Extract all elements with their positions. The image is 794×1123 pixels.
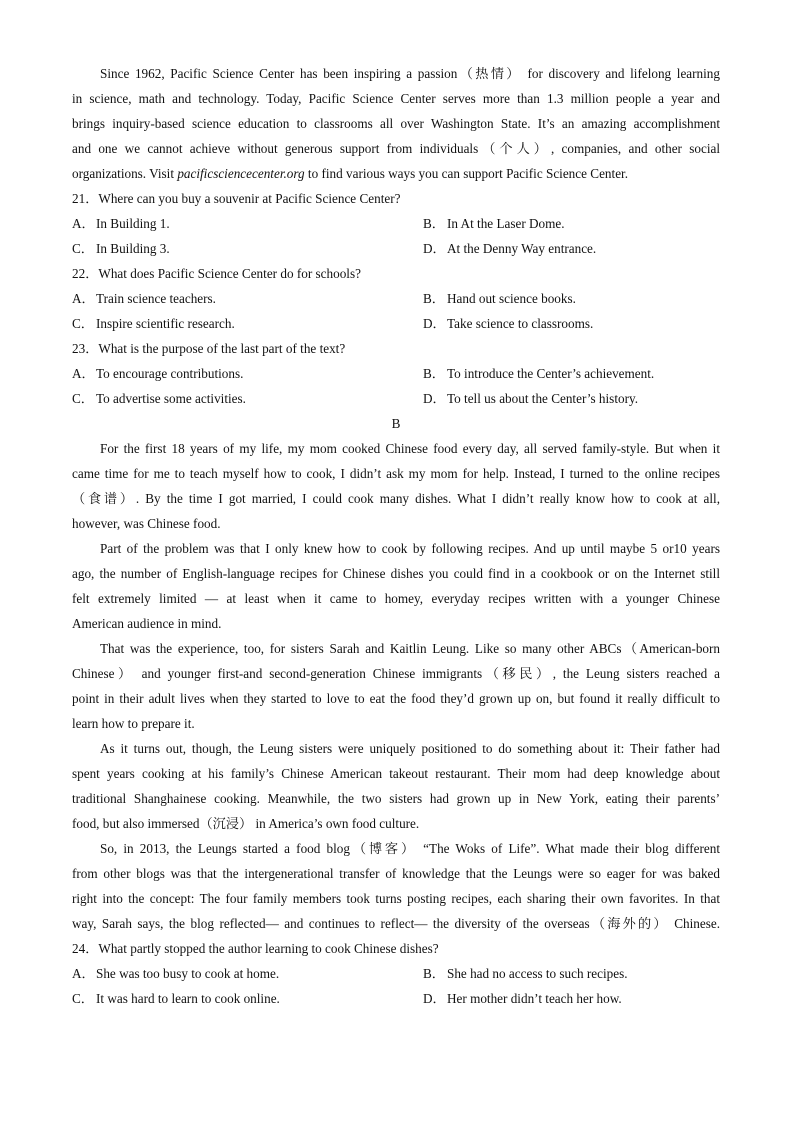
passage-b-line: traditional Shanghainese cooking. Meanwhile, the two sisters had grown up in New York, eating their parents’ [72,791,720,806]
question-24 [72,936,720,1011]
passage-b-line: felt extremely limited — at least when it came to homey, everyday recipes written with a younger Chinese [72,591,720,606]
option-text: At the Denny Way entrance. [447,241,597,256]
option-label: D． [423,241,446,256]
question-21 [72,186,720,261]
option-text: In At the Laser Dome. [447,216,565,231]
option-text: Train science teachers. [96,291,216,306]
option-text: Her mother didn’t teach her how. [447,991,622,1006]
option-text: Hand out science books. [447,291,576,306]
option-text: She was too busy to cook at home. [96,966,280,981]
option-c[interactable] [72,386,423,411]
passage-b-line: ago, the number of English-language recipes for Chinese dishes you could find in a cookbook or on the Internet still [72,566,720,581]
option-d[interactable] [423,986,720,1011]
passage-b-line: Chinese） and younger first-and second-generation Chinese immigrants（移民）, the Leung sisters reached a [72,666,720,681]
option-text: Take science to classrooms. [447,316,594,331]
option-b[interactable] [423,361,720,386]
option-b[interactable] [423,961,720,986]
option-d[interactable] [423,236,720,261]
option-label: A． [72,291,95,306]
passage-b-line: way, Sarah says, the blog reflected— and continues to reflect— the diversity of the overseas（海外的） Chinese. [72,916,720,931]
question-stem: 23．What is the purpose of the last part of the text? [72,341,346,356]
option-a[interactable] [72,361,423,386]
passage-b-line: right into the concept: The four family members took turns posting recipes, each sharing their own favorites. In that [72,891,720,906]
passage-b-line: spent years cooking at his family’s Chinese American takeout restaurant. Their mom had deep knowledge about [72,766,720,781]
question-stem: 21．Where can you buy a souvenir at Pacific Science Center? [72,191,401,206]
option-label: C． [72,991,94,1006]
option-label: A． [72,366,95,381]
option-a[interactable] [72,211,423,236]
question-stem: 22．What does Pacific Science Center do for schools? [72,266,361,281]
option-text: To introduce the Center’s achievement. [447,366,655,381]
option-c[interactable] [72,236,423,261]
passage-b-line: For the first 18 years of my life, my mom cooked Chinese food every day, all served family-style. But when it [100,441,720,456]
option-text: She had no access to such recipes. [447,966,628,981]
option-text: To tell us about the Center’s history. [447,391,638,406]
question-22 [72,261,720,336]
option-text: It was hard to learn to cook online. [96,991,280,1006]
passage-a-text: to find various ways you can support Pacific Science Center. [304,166,629,181]
option-label: D． [423,391,446,406]
option-c[interactable] [72,986,423,1011]
passage-b-line: American audience in mind. [72,616,222,631]
website-url: pacificsciencecenter.org [177,166,305,181]
passage-b [72,436,720,936]
option-text: Inspire scientific research. [96,316,235,331]
passage-b-line: Part of the problem was that I only knew how to cook by following recipes. And up until maybe 5 or10 years [100,541,720,556]
option-label: B． [423,291,445,306]
option-a[interactable] [72,286,423,311]
option-label: C． [72,316,94,331]
passage-b-line: That was the experience, too, for sisters Sarah and Kaitlin Leung. Like so many other ABCs（American-born [100,641,720,656]
exam-page [72,61,720,1011]
option-text: In Building 1. [96,216,170,231]
option-d[interactable] [423,311,720,336]
option-label: B． [423,966,445,981]
passage-b-line: learn how to prepare it. [72,716,195,731]
option-b[interactable] [423,211,720,236]
passage-a [72,61,720,186]
passage-b-line: So, in 2013, the Leungs started a food blog（博客） “The Woks of Life”. What made their blog different [100,841,720,856]
option-text: To encourage contributions. [96,366,244,381]
option-d[interactable] [423,386,720,411]
option-label: D． [423,991,446,1006]
passage-b-line: came time for me to teach myself how to cook, I didn’t ask my mom for help. Instead, I turned to the online recipes [72,466,720,481]
option-b[interactable] [423,286,720,311]
option-c[interactable] [72,311,423,336]
passage-b-line: from other blogs was that the intergenerational transfer of knowledge that the Leungs were so eager for was baked [72,866,720,881]
question-23 [72,336,720,411]
option-label: C． [72,241,94,256]
option-label: B． [423,366,445,381]
passage-b-line: however, was Chinese food. [72,516,221,531]
option-text: To advertise some activities. [96,391,246,406]
passage-a-line: and one we cannot achieve without generous support from individuals（个人）, companies, and other social [72,141,720,156]
passage-a-line: in science, math and technology. Today, Pacific Science Center serves more than 1.3 million people a year and [72,91,720,106]
option-a[interactable] [72,961,423,986]
passage-b-line: food, but also immersed（沉浸） in America’s own food culture. [72,816,420,831]
passage-a-line: Since 1962, Pacific Science Center has been inspiring a passion（热情） for discovery and lifelong learning [100,66,720,81]
question-stem: 24．What partly stopped the author learning to cook Chinese dishes? [72,941,439,956]
option-label: A． [72,966,95,981]
option-label: B． [423,216,445,231]
passage-a-line [72,161,720,186]
option-label: A． [72,216,95,231]
option-label: D． [423,316,446,331]
passage-b-line: As it turns out, though, the Leung sisters were uniquely positioned to do something about it: Their father had [100,741,720,756]
passage-b-line: （食谱）. By the time I got married, I could cook many dishes. What I didn’t really know how to cook at all, [72,491,720,506]
passage-a-text: organizations. Visit [72,166,178,181]
section-heading: B [391,416,401,431]
option-label: C． [72,391,94,406]
option-text: In Building 3. [96,241,170,256]
passage-a-line: brings inquiry-based science education to classrooms all over Washington State. It’s an amazing accomplishment [72,116,720,131]
passage-b-line: point in their adult lives when they started to love to eat the food they’d grown up on, but found it really difficult to [72,691,720,706]
